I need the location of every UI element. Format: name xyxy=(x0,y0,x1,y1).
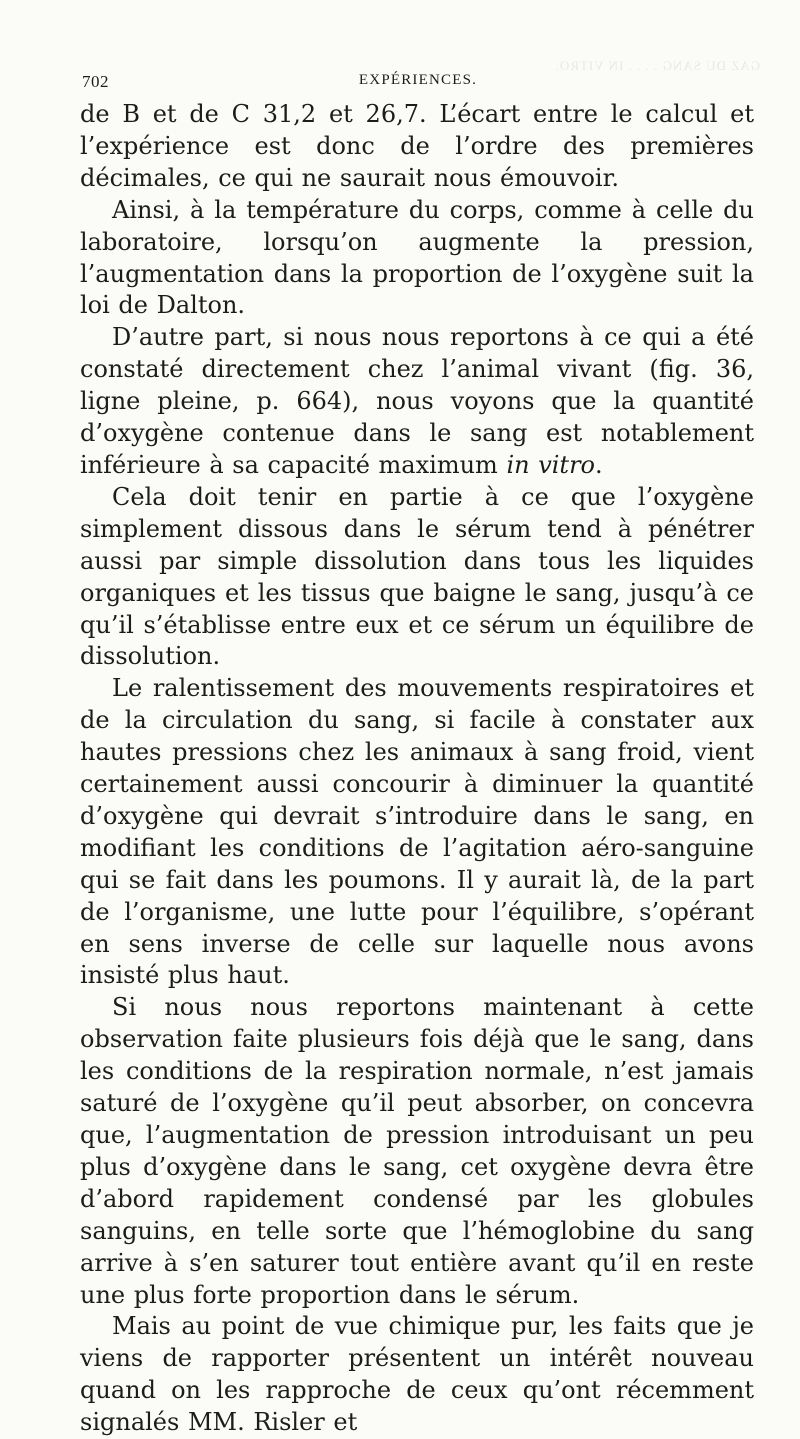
paragraph xyxy=(80,322,754,482)
paragraph-tail: . xyxy=(595,450,603,479)
paragraph xyxy=(80,482,754,673)
italic-phrase: in vitro xyxy=(506,450,595,479)
paragraph-text: Ainsi, à la température du corps, comme à celle du laboratoire, lorsqu’on augmente la pression, l’augmentation dans la proportion de l’oxygène suit la loi de Dalton. xyxy=(80,195,754,320)
body-text xyxy=(80,99,754,1439)
paragraph-text: Mais au point de vue chimique pur, les faits que je viens de rapporter présentent un intérêt nouveau quand on les rapproche de ceux qu’ont récemment signalés MM. Risler et xyxy=(80,1312,754,1437)
paragraph xyxy=(80,195,754,323)
paragraph-continuation xyxy=(80,99,754,195)
page-header xyxy=(80,72,756,94)
paragraph-text: Cela doit tenir en partie à ce que l’oxygène simplement dissous dans le sérum tend à pénétrer aussi par simple dissolution dans tous les liquides organiques et les tissus que baigne le sang, jusqu’à ce qu’il s’établisse entre eux et ce sérum un équilibre de dissolution. xyxy=(80,482,754,671)
page-number: 702 xyxy=(82,72,109,91)
bleed-through-text: GAZ DU SANG . . . . IN VITRO. xyxy=(554,58,760,73)
paragraph-text: D’autre part, si nous nous reportons à ce qui a été constaté directement chez l’animal vivant (fig. 36, ligne pleine, p. 664), nous voyons que la quantité d’oxygène contenue dans le sang est notablement inférieure à sa capacité maximum xyxy=(80,323,754,479)
paragraph-text: de B et de C 31,2 et 26,7. L’écart entre le calcul et l’expérience est donc de l’ordre des premières décimales, ce qui ne saurait nous émouvoir. xyxy=(80,100,754,192)
running-head: EXPÉRIENCES. xyxy=(358,72,478,88)
paragraph-text: Si nous nous reportons maintenant à cette observation faite plusieurs fois déjà que le sang, dans les conditions de la respiration normale, n’est jamais saturé de l’oxygène qu’il peut absorber, on concevra que, l’augmentation de pression introduisant un peu plus d’oxygène dans le sang, cet oxygène devra être d’abord rapidement condensé par les globules sanguins, en telle sorte que l’hémoglobine du sang arrive à s’en saturer tout entière avant qu’il en reste une plus forte proportion dans le sérum. xyxy=(80,993,754,1309)
paragraph xyxy=(80,673,754,992)
paragraph-text: Le ralentissement des mouvements respiratoires et de la circulation du sang, si facile à constater aux hautes pressions chez les animaux à sang froid, vient certainement aussi concourir à diminuer la quantité d’oxygène qui devrait s’introduire dans le sang, en modifiant les conditions de l’agitation aéro-sanguine qui se fait dans les poumons. Il y aurait là, de la part de l’organisme, une lutte pour l’équilibre, s’opérant en sens inverse de celle sur laquelle nous avons insisté plus haut. xyxy=(80,674,754,990)
paragraph xyxy=(80,992,754,1311)
paragraph xyxy=(80,1311,754,1439)
